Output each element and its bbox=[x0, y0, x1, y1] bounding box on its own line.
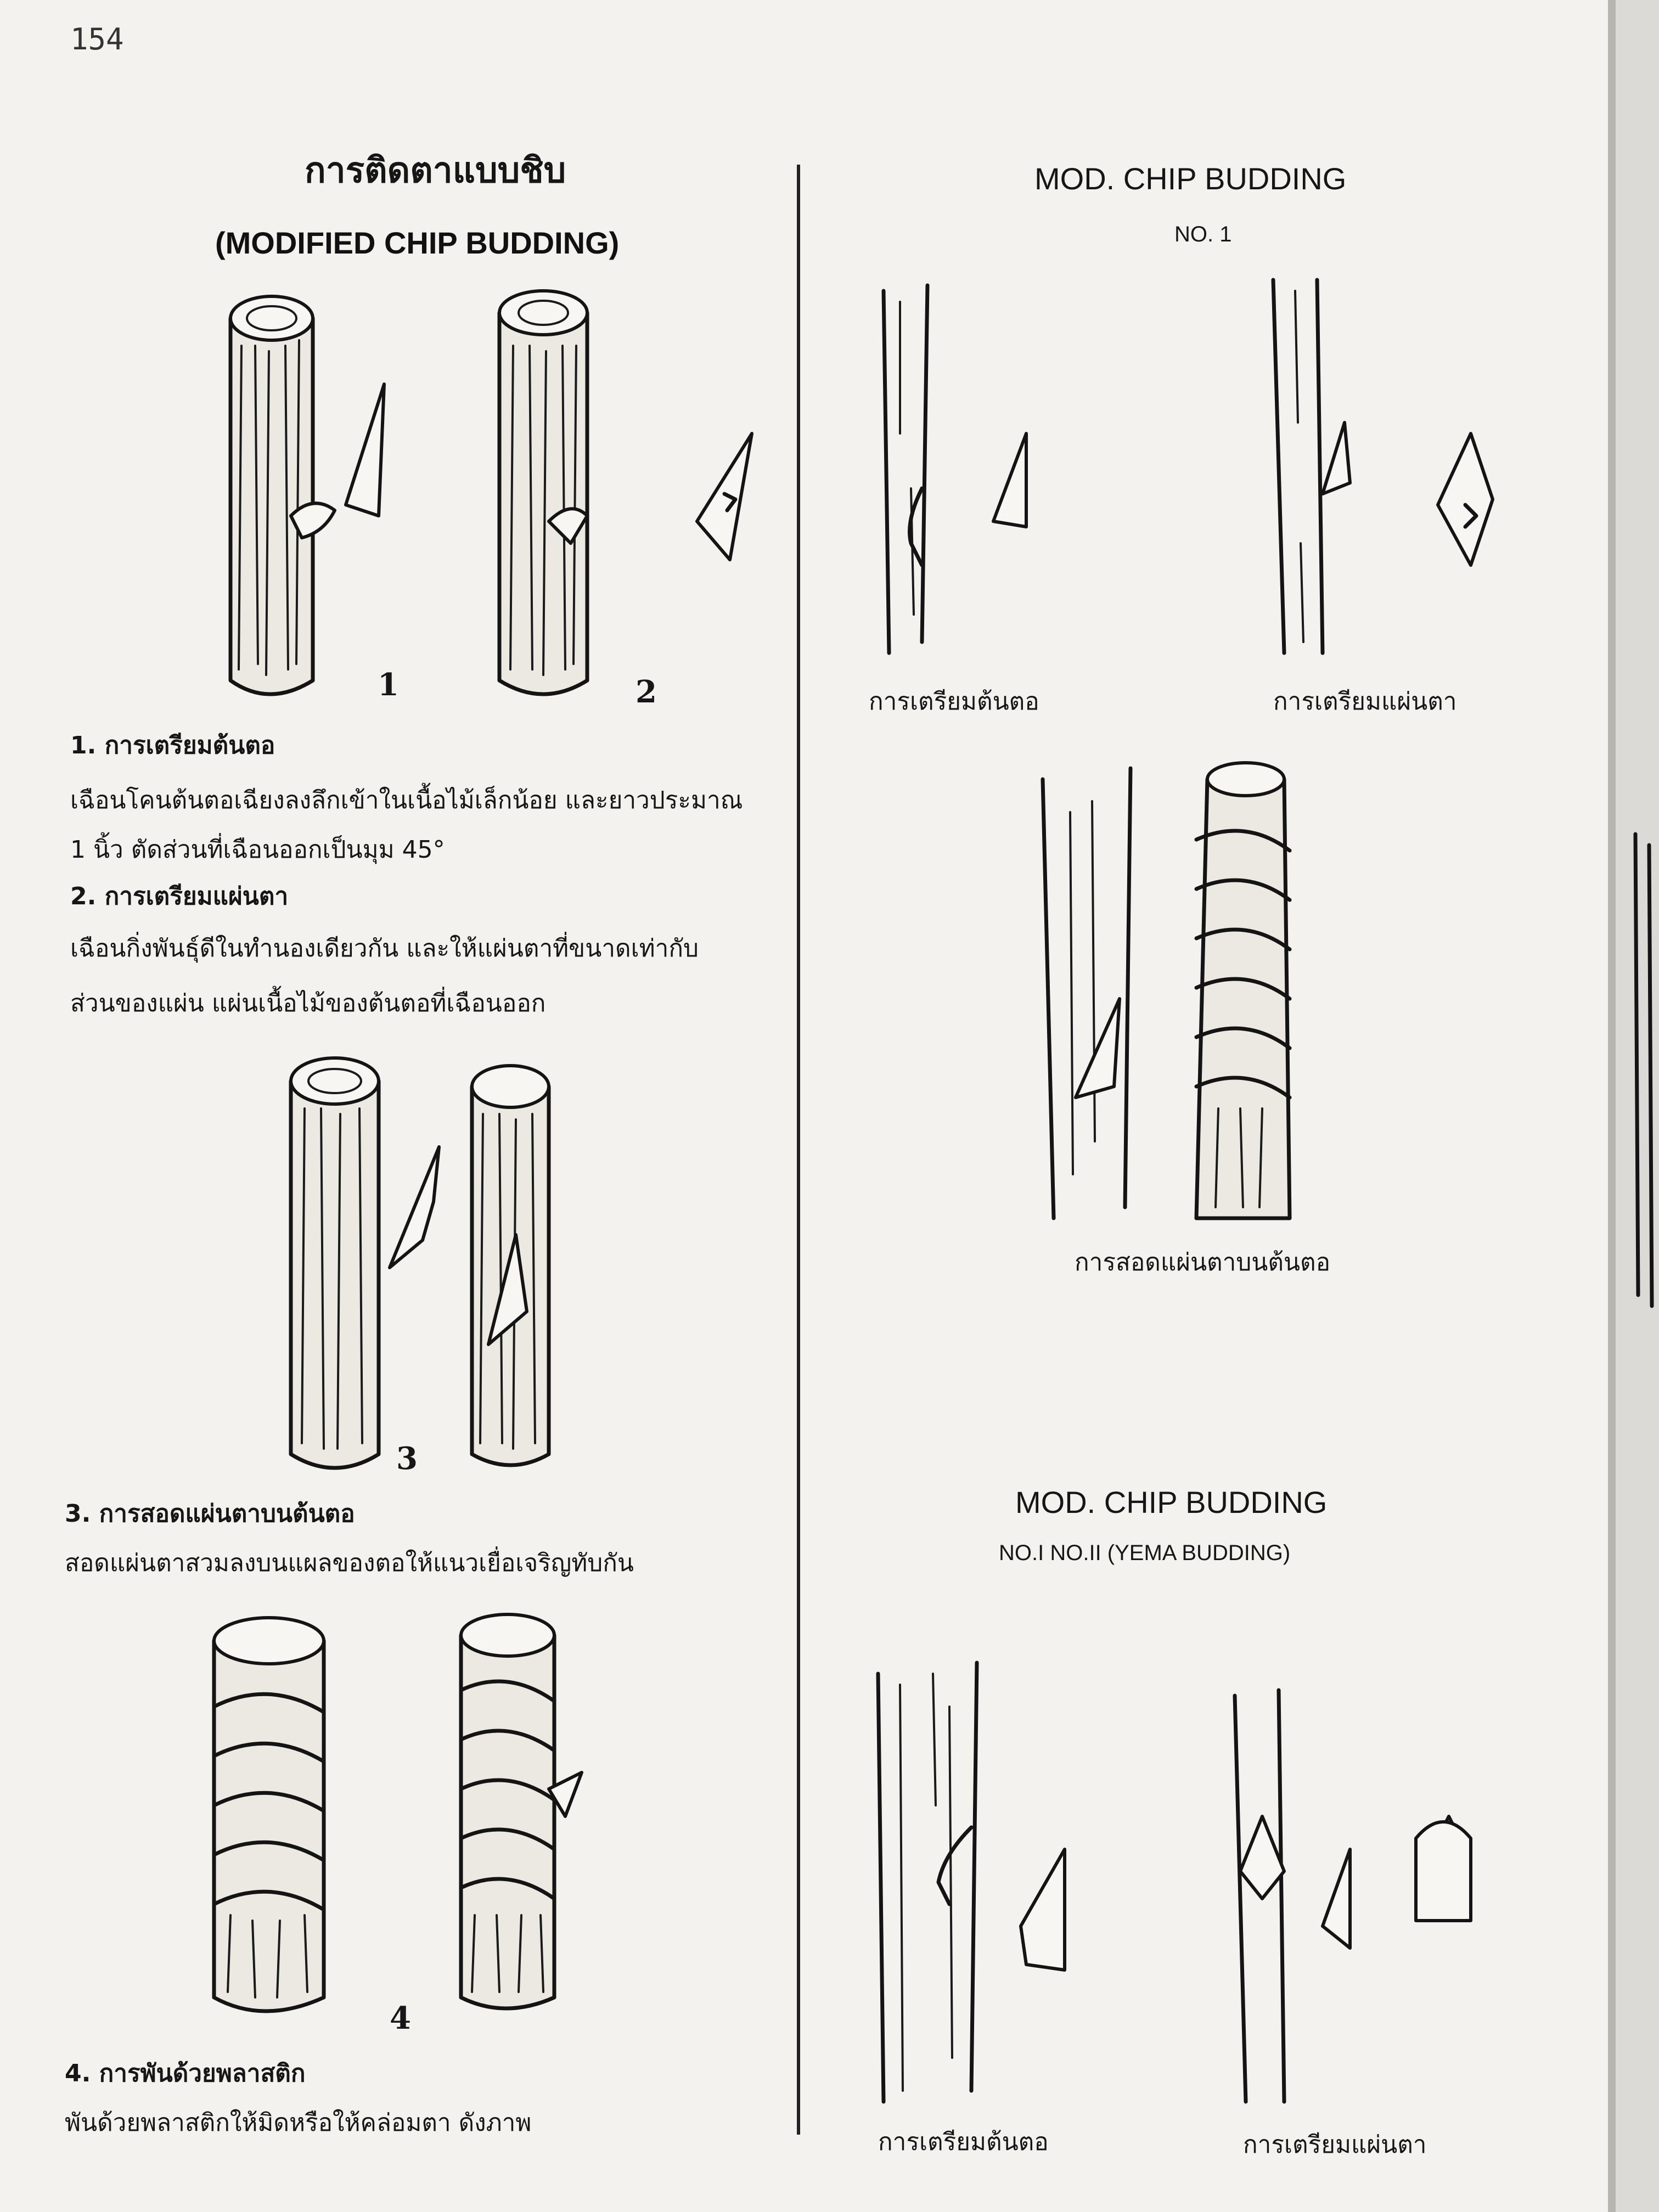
figure-3-illustration bbox=[258, 1037, 609, 1476]
step-3-heading: 3. การสอดแผ่นตาบนต้นตอ bbox=[65, 1500, 355, 1528]
step-1-heading: 1. การเตรียมต้นตอ bbox=[70, 731, 275, 759]
figure-label-2: 2 bbox=[636, 674, 657, 710]
step-2-line-1: เฉือนกิ่งพันธุ์ดีในทำนองเดียวกัน และให้แผ่นตาที่ขนาดเท่ากับ bbox=[70, 935, 699, 963]
section1-caption-insert: การสอดแผ่นตาบนต้นตอ bbox=[1075, 1248, 1330, 1276]
section2-caption-rootstock: การเตรียมต้นตอ bbox=[878, 2128, 1049, 2156]
section2-caption-budchip: การเตรียมแผ่นตา bbox=[1243, 2131, 1427, 2159]
section1-subtitle: NO. 1 bbox=[1174, 222, 1232, 246]
step-3-line-1: สอดแผ่นตาสวมลงบนแผลของตอให้แนวเยื่อเจริญทับกัน bbox=[65, 1549, 634, 1577]
section1-insert-illustration bbox=[1032, 757, 1361, 1240]
figure-label-1: 1 bbox=[378, 667, 399, 703]
adjacent-page-fragment bbox=[1624, 823, 1657, 1317]
figure-label-4: 4 bbox=[390, 2000, 411, 2036]
figure-4-illustration bbox=[198, 1608, 615, 2036]
step-4-heading: 4. การพันด้วยพลาสติก bbox=[65, 2059, 306, 2087]
figure-label-3: 3 bbox=[396, 1440, 418, 1477]
step-2-line-2: ส่วนของแผ่น แผ่นเนื้อไม้ของต้นตอที่เฉือนออก bbox=[70, 989, 546, 1017]
section2-subtitle: NO.I NO.II (YEMA BUDDING) bbox=[999, 1541, 1291, 1565]
section2-prep-illustration bbox=[867, 1641, 1591, 2124]
left-title-english: (MODIFIED CHIP BUDDING) bbox=[215, 226, 620, 260]
step-4-line-1: พันด้วยพลาสติกให้มิดหรือให้คล่อมตา ดังภาพ bbox=[65, 2109, 532, 2137]
section1-prep-illustration bbox=[867, 258, 1591, 675]
step-1-line-2: 1 นิ้ว ตัดส่วนที่เฉือนออกเป็นมุม 45° bbox=[70, 836, 445, 864]
section1-title: MOD. CHIP BUDDING bbox=[1034, 161, 1347, 196]
step-2-heading: 2. การเตรียมแผ่นตา bbox=[70, 882, 289, 910]
section1-caption-rootstock: การเตรียมต้นตอ bbox=[869, 688, 1039, 716]
step-1-line-1: เฉือนโคนต้นตอเฉียงลงลึกเข้าในเนื้อไม้เล็กน้อย และยาวประมาณ bbox=[70, 786, 743, 814]
figure-1-2-illustration bbox=[209, 285, 801, 724]
section1-caption-budchip: การเตรียมแผ่นตา bbox=[1273, 688, 1457, 716]
page-fold bbox=[1608, 0, 1616, 2212]
left-title-thai: การติดตาแบบชิบ bbox=[305, 150, 566, 191]
page-number: 154 bbox=[70, 22, 124, 57]
section2-title: MOD. CHIP BUDDING bbox=[1015, 1485, 1328, 1519]
